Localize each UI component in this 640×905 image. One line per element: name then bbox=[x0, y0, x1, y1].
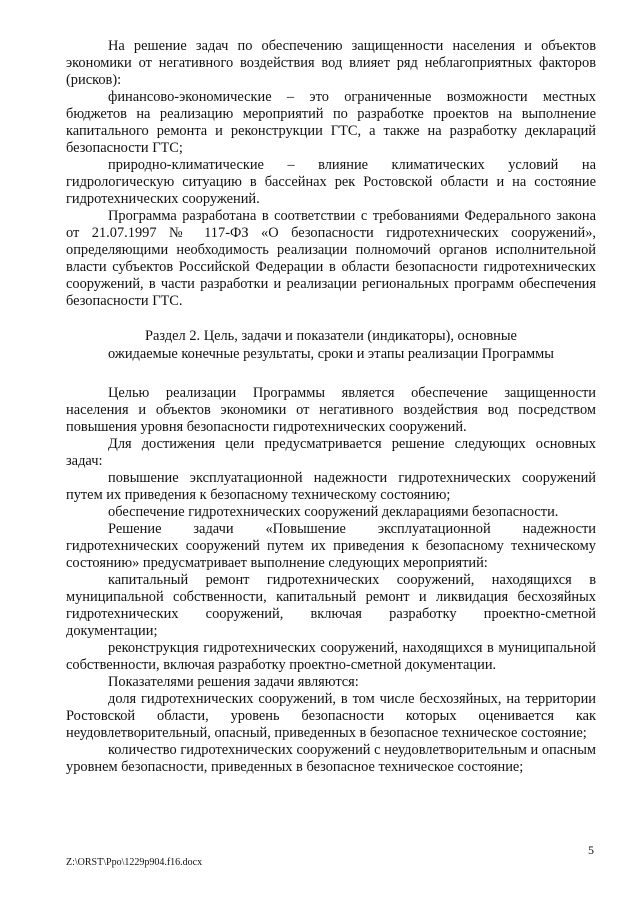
section-heading-line-2: ожидаемые конечные результаты, сроки и этапы реализации Программы bbox=[108, 345, 554, 362]
paragraph-program-goal: Целью реализации Программы является обеспечение защищенности населения и объектов экономики от негативного воздействия вод посредством повышения уровня безопасности гидротехнических сооружений. bbox=[66, 385, 596, 435]
section-heading bbox=[66, 328, 596, 363]
paragraph-task-declarations: обеспечение гидротехнических сооружений декларациями безопасности. bbox=[108, 504, 559, 520]
paragraph-measure-capital-repair: капитальный ремонт гидротехнических сооружений, находящихся в муниципальной собственности, капитальный ремонт и ликвидация бесхозяйных гидротехнических сооружений, включая разработку проектно-сметной документации; bbox=[66, 572, 596, 639]
paragraph-task-solution: Решение задачи «Повышение эксплуатационной надежности гидротехнических сооружений путем их приведения к безопасному техническому состоянию» предусматривает выполнение следующих мероприятий: bbox=[66, 521, 596, 571]
paragraph-indicator-count: количество гидротехнических сооружений с неудовлетворительным и опасным уровнем безопасности, приведенных в безопасное техническое состояние; bbox=[66, 742, 596, 775]
page-number: 5 bbox=[588, 843, 594, 857]
paragraph-indicator-share: доля гидротехнических сооружений, в том числе бесхозяйных, на территории Ростовской области, уровень безопасности которых оценивается как неудовлетворительный, опасный, приведенных в безопасное техническое состояние; bbox=[66, 691, 596, 741]
document-body bbox=[66, 38, 596, 776]
paragraph-indicators-intro: Показателями решения задачи являются: bbox=[108, 674, 359, 690]
paragraph-climate-risk: природно-климатические – влияние климатических условий на гидрологическую ситуацию в бассейнах рек Ростовской области и на состояние гидротехнических сооружений. bbox=[66, 157, 596, 207]
paragraph-measure-reconstruction: реконструкция гидротехнических сооружений, находящихся в муниципальной собственности, включая разработку проектно-сметной документации. bbox=[66, 640, 596, 673]
section-heading-line-1: Раздел 2. Цель, задачи и показатели (индикаторы), основные bbox=[145, 328, 517, 344]
paragraph-risk-factors: На решение задач по обеспечению защищенности населения и объектов экономики от негативного воздействия вод влияет ряд неблагоприятных факторов (рисков): bbox=[66, 38, 596, 88]
paragraph-federal-law: Программа разработана в соответствии с требованиями Федерального закона от 21.07.1997 № 117-ФЗ «О безопасности гидротехнических сооружений», определяющими необходимость реализации полномочий органов исполнительной власти субъектов Российской Федерации в области безопасности гидротехнических сооружений, в части разработки и реализации региональных программ обеспечения безопасности ГТС. bbox=[66, 208, 596, 309]
paragraph-financial-risk: финансово-экономические – это ограниченные возможности местных бюджетов на реализацию мероприятий по разработке проектов на выполнение капитального ремонта и реконструкции ГТС, а также на разработку деклараций безопасности ГТС; bbox=[66, 89, 596, 156]
paragraph-task-reliability: повышение эксплуатационной надежности гидротехнических сооружений путем их приведения к безопасному техническому состоянию; bbox=[66, 470, 596, 503]
paragraph-tasks-intro: Для достижения цели предусматривается решение следующих основных задач: bbox=[66, 436, 596, 469]
footer-file-path: Z:\ORST\Ppo\1229p904.f16.docx bbox=[66, 857, 203, 868]
